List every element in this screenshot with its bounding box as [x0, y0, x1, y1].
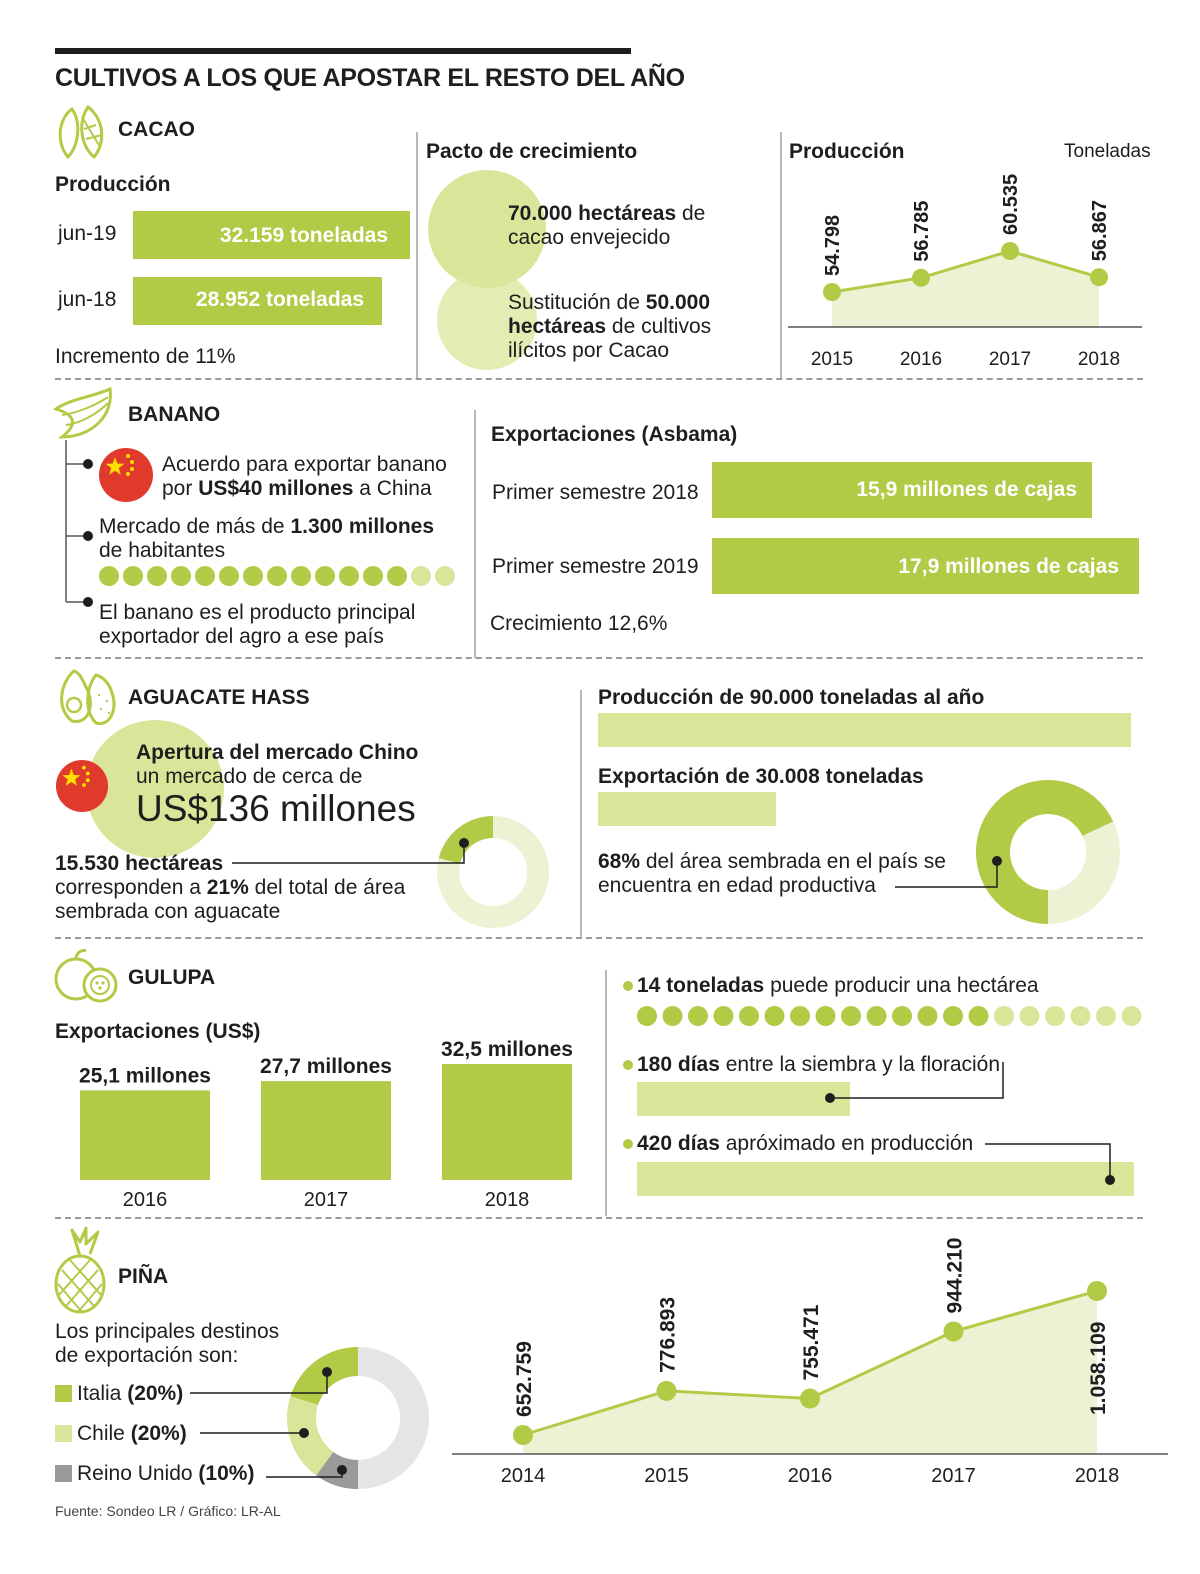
- banano-export-value-2018: 15,9 millones de cajas: [856, 478, 1077, 501]
- aguacate-exportacion-bar: [598, 792, 776, 826]
- bullet-dot: [622, 1138, 634, 1150]
- section-title-banano: BANANO: [128, 403, 221, 426]
- data-point: [1001, 242, 1019, 260]
- cacao-chart-unit: Toneladas: [1064, 141, 1151, 162]
- aguacate-hectareas-line3: sembrada con aguacate: [55, 900, 281, 923]
- bar-value-label: 27,7 millones: [260, 1055, 392, 1079]
- x-tick-label: 2016: [787, 1465, 833, 1487]
- section-title-cacao: CACAO: [118, 118, 195, 141]
- bar: [80, 1090, 210, 1180]
- x-tick-label: 2014: [500, 1465, 546, 1487]
- data-label: 54.798: [822, 214, 844, 276]
- aguacate-hectareas-line2: corresponden a 21% del total de área: [55, 876, 406, 899]
- banano-bullet-1: Acuerdo para exportar banano: [162, 453, 447, 476]
- china-flag-icon: [98, 447, 154, 503]
- x-tick-label: 2015: [644, 1465, 689, 1487]
- x-tick-label: 2017: [931, 1465, 976, 1487]
- data-label: 1.058.109: [1087, 1321, 1110, 1415]
- banano-export-value-2019: 17,9 millones de cajas: [898, 555, 1119, 578]
- section-divider: [55, 657, 1143, 659]
- banano-bullet-3: El banano es el producto principal: [99, 601, 416, 624]
- gulupa-fact-3: 420 días apróximado en producción: [637, 1132, 974, 1155]
- source-note: Fuente: Sondeo LR / Gráfico: LR-AL: [55, 1503, 281, 1519]
- gulupa-tonnage-dots: [636, 1005, 1146, 1027]
- data-point: [823, 283, 841, 301]
- aguacate-productive-donut: [976, 780, 1120, 924]
- data-label: 56.785: [911, 200, 933, 262]
- banano-crecimiento: Crecimiento 12,6%: [490, 612, 668, 635]
- x-tick-label: 2016: [122, 1189, 168, 1211]
- banano-export-title: Exportaciones (Asbama): [491, 423, 738, 446]
- data-point: [944, 1321, 964, 1341]
- avocado-icon: [52, 665, 120, 727]
- gulupa-fact-2: 180 días entre la siembra y la floración: [637, 1053, 1001, 1076]
- gulupa-icon: [52, 945, 122, 1007]
- aguacate-hectareas: 15.530 hectáreas: [55, 852, 224, 875]
- x-tick-label: 2017: [303, 1189, 349, 1211]
- legend-swatch-chile: [55, 1425, 72, 1442]
- x-tick-label: 2018: [1074, 1465, 1120, 1487]
- divider: [580, 690, 582, 938]
- cacao-bar-value-2019: 32.159 toneladas: [219, 224, 388, 247]
- aguacate-produccion-title: Producción de 90.000 toneladas al año: [598, 686, 985, 709]
- aguacate-area-donut: [437, 816, 549, 928]
- cacao-incremento: Incremento de 11%: [55, 345, 236, 368]
- legend-italia: Italia (20%): [77, 1382, 184, 1405]
- pacto-item-2: Sustitución de 50.000: [508, 291, 710, 314]
- cacao-bar-label-2019: jun-19: [58, 222, 117, 245]
- aguacate-leader-line: [232, 838, 472, 868]
- aguacate-exportacion-title: Exportación de 30.008 toneladas: [598, 765, 924, 788]
- pina-destinos-intro: Los principales destinos: [55, 1320, 280, 1343]
- x-tick-label: 2018: [484, 1189, 530, 1211]
- banana-icon: [52, 385, 120, 443]
- divider: [416, 132, 418, 378]
- x-tick-label: 2018: [1077, 349, 1121, 370]
- data-point: [912, 269, 930, 287]
- bullet-dot: [622, 1059, 634, 1071]
- gulupa-export-chart: [60, 1030, 600, 1215]
- legend-chile: Chile (20%): [77, 1422, 187, 1445]
- aguacate-area-leader: [895, 855, 1005, 895]
- divider: [605, 970, 607, 1216]
- aguacate-apertura: Apertura del mercado Chino: [136, 741, 419, 764]
- cacao-icon: [52, 103, 112, 161]
- pina-destinos-intro-line2: de exportación son:: [55, 1344, 239, 1367]
- aguacate-apertura-value: US$136 millones: [136, 788, 416, 829]
- cacao-produccion-title: Producción: [55, 173, 171, 196]
- x-tick-label: 2015: [810, 349, 854, 370]
- legend-reino-unido: Reino Unido (10%): [77, 1462, 255, 1485]
- page-title: CULTIVOS A LOS QUE APOSTAR EL RESTO DEL AÑO: [55, 64, 685, 92]
- banano-bullet-1-line2: por US$40 millones a China: [162, 477, 432, 500]
- legend-swatch-reino-unido: [55, 1465, 72, 1482]
- bar: [261, 1081, 391, 1180]
- legend-swatch-italia: [55, 1385, 72, 1402]
- x-tick-label: 2017: [988, 349, 1032, 370]
- cacao-chart-title: Producción: [789, 140, 905, 163]
- data-label: 944.210: [943, 1237, 967, 1314]
- data-point: [800, 1389, 820, 1409]
- data-label: 60.535: [1000, 173, 1022, 235]
- data-label: 56.867: [1089, 200, 1111, 262]
- area-fill: [832, 251, 1099, 327]
- section-title-pina: PIÑA: [118, 1265, 169, 1288]
- gulupa-floracion-bar: [637, 1082, 850, 1116]
- banano-bullet-2-line2: de habitantes: [99, 539, 226, 562]
- x-tick-label: 2016: [899, 349, 943, 370]
- aguacate-apertura-line2: un mercado de cerca de: [136, 765, 363, 788]
- aguacate-produccion-bar: [598, 713, 1131, 747]
- data-point: [1090, 268, 1108, 286]
- pacto-item-2-line2: hectáreas de cultivos: [508, 315, 712, 338]
- section-title-gulupa: GULUPA: [128, 966, 216, 989]
- bar: [442, 1064, 572, 1180]
- section-divider: [55, 378, 1143, 380]
- data-label: 776.893: [656, 1296, 680, 1373]
- data-point: [513, 1425, 533, 1445]
- cacao-production-chart: [786, 160, 1146, 375]
- data-point: [657, 1381, 677, 1401]
- bar-value-label: 25,1 millones: [79, 1064, 211, 1088]
- data-label: 755.471: [800, 1304, 823, 1381]
- china-flag-icon: [55, 759, 109, 813]
- divider: [780, 132, 782, 378]
- data-point: [1087, 1281, 1107, 1301]
- pina-production-chart: [450, 1225, 1175, 1495]
- divider: [474, 410, 476, 658]
- pineapple-icon: [52, 1226, 108, 1314]
- pacto-item-1: 70.000 hectáreas de: [508, 202, 706, 225]
- section-divider: [55, 1217, 1143, 1219]
- bullet-dot: [622, 980, 634, 992]
- gulupa-fact-1: 14 toneladas puede producir una hectárea: [637, 974, 1039, 997]
- pina-leader-lines: [190, 1360, 360, 1490]
- gulupa-export-title: Exportaciones (US$): [55, 1020, 261, 1043]
- banano-bullet-tree: [60, 440, 100, 610]
- data-label: 652.759: [513, 1341, 536, 1417]
- banano-export-label-2018: Primer semestre 2018: [492, 481, 699, 504]
- banano-export-label-2019: Primer semestre 2019: [492, 555, 699, 578]
- cacao-bar-value-2018: 28.952 toneladas: [195, 288, 364, 311]
- banano-bullet-3-line2: exportador del agro a ese país: [99, 625, 384, 648]
- header-rule: [55, 48, 631, 54]
- banano-bullet-2: Mercado de más de 1.300 millones: [99, 515, 435, 538]
- section-title-aguacate: AGUACATE HASS: [128, 686, 310, 709]
- bar-value-label: 32,5 millones: [441, 1038, 573, 1061]
- pacto-item-1-line2: cacao envejecido: [508, 226, 671, 249]
- pacto-title: Pacto de crecimiento: [426, 140, 638, 163]
- gulupa-floracion-leader: [825, 1060, 1010, 1110]
- cacao-bar-label-2018: jun-18: [58, 288, 117, 311]
- gulupa-produccion-leader: [985, 1140, 1125, 1190]
- banano-population-dots: [98, 565, 460, 587]
- section-divider: [55, 937, 1143, 939]
- pacto-item-2-line3: ilícitos por Cacao: [508, 339, 670, 362]
- aguacate-area-productiva-line2: encuentra en edad productiva: [598, 874, 876, 897]
- aguacate-area-productiva: 68% del área sembrada en el país se: [598, 850, 946, 873]
